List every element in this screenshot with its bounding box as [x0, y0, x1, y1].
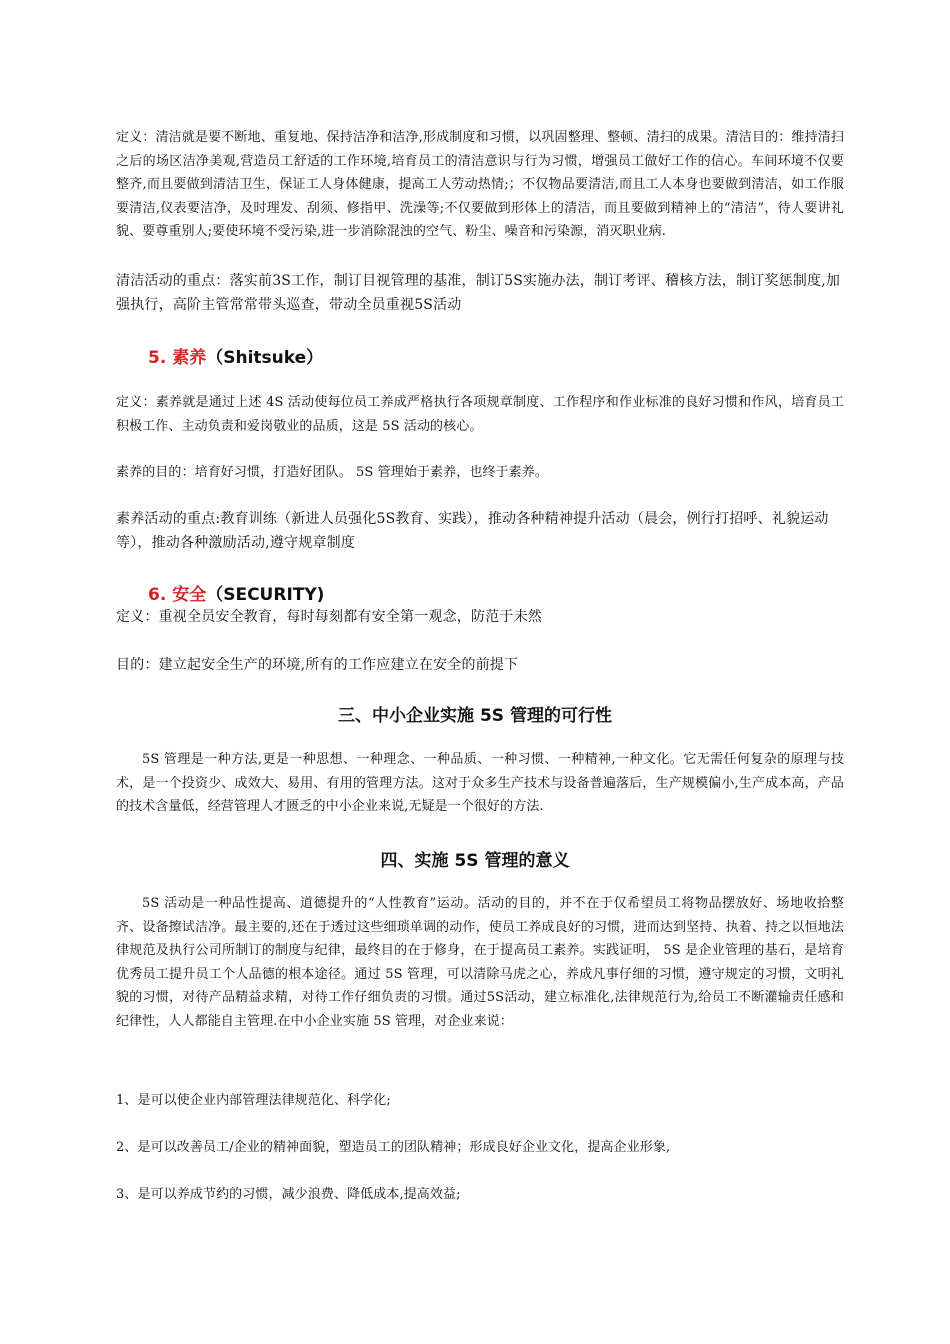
paragraph-security-goal: 目的：建立起安全生产的环境,所有的工作应建立在安全的前提下 — [116, 657, 519, 673]
section-number: 6. — [148, 585, 167, 605]
list-item: 1、是可以使企业内部管理法律规范化、科学化; — [116, 1093, 391, 1108]
chapter-heading-feasibility: 三、中小企业实施 5S 管理的可行性 — [338, 706, 612, 726]
section-title: 安全 — [172, 585, 207, 605]
list-item: 2、是可以改善员工/企业的精神面貌，塑造员工的团队精神；形成良好企业文化，提高企业形象, — [116, 1140, 671, 1155]
section-heading-6-security — [148, 580, 324, 605]
section-title: 素养 — [172, 348, 207, 368]
paragraph-shitsuke-focus: 素养活动的重点:教育训练（新进人员强化5S教育、实践），推动各种精神提升活动（晨会，例行打招呼、礼貌运动等），推动各种激励活动,遵守规章制度 — [116, 511, 829, 551]
section-subtitle: （Shitsuke） — [206, 348, 324, 368]
section-subtitle: （SECURITY) — [206, 585, 325, 605]
paragraph-security-definition: 定义：重视全员安全教育，每时每刻都有安全第一观念，防范于未然 — [116, 609, 542, 625]
paragraph-cleanliness-definition: 定义：清洁就是要不断地、重复地、保持洁净和洁净,形成制度和习惯，以巩固整理、整顿、清扫的成果。清洁目的：维持清扫之后的场区洁净美观,营造员工舒适的工作环境,培育员工的清洁意识与行为习惯，增强员工做好工作的信心。车间环境不仅要整齐,而且要做到清洁卫生，保证工人身体健康，提高工人劳动热情;；不仅物品要清洁,而且工人本身也要做到清洁，如工作服要清洁,仪表要洁净，及时理发、刮须、修指甲、洗澡等;不仅要做到形体上的清洁，而且要做到精神上的“清洁”，待人要讲礼貌、要尊重别人;要使环境不受污染,进一步消除混浊的空气、粉尘、噪音和污染源，消灭职业病. — [116, 130, 844, 239]
chapter-heading-significance: 四、实施 5S 管理的意义 — [380, 851, 570, 871]
section-heading-5-shitsuke — [148, 343, 323, 368]
list-item: 3、是可以养成节约的习惯，减少浪费、降低成本,提高效益; — [116, 1187, 461, 1202]
paragraph-significance: 5S 活动是一种品性提高、道德提升的“人性教育”运动。活动的目的，并不在于仅希望员工将物品摆放好、场地收拾整齐、设备擦试洁净。最主要的,还在于透过这些细琐单调的动作，使员工养成良好的习惯，进而达到坚持、执着、持之以恒地法律规范及执行公司所制订的制度与纪律，最终目的在于修身，在于提高员工素养。实践证明， 5S 是企业管理的基石，是培育优秀员工提升员工个人品德的根本途径。通过 5S 管理，可以清除马虎之心，养成凡事仔细的习惯，遵守规定的习惯，文明礼貌的习惯，对待产品精益求精，对待工作仔细负责的习惯。通过5S活动，建立标准化,法律规范行为,给员工不断灌输责任感和纪律性，人人都能自主管理.在中小企业实施 5S 管理，对企业来说： — [116, 896, 844, 1029]
paragraph-shitsuke-goal: 素养的目的：培育好习惯，打造好团队。 5S 管理始于素养，也终于素养。 — [116, 465, 548, 480]
section-number: 5. — [148, 348, 167, 368]
paragraph-feasibility: 5S 管理是一种方法,更是一种思想、一种理念、一种品质、一种习惯、一种精神,一种文化。它无需任何复杂的原理与技术，是一个投资少、成效大、易用、有用的管理方法。这对于众多生产技术与设备普遍落后，生产规模偏小,生产成本高，产品的技术含量低，经营管理人才匮乏的中小企业来说,无疑是一个很好的方法. — [116, 752, 844, 814]
paragraph-cleanliness-focus: 清洁活动的重点：落实前3S工作，制订目视管理的基准，制订5S实施办法，制订考评、稽核方法，制订奖惩制度,加强执行，高阶主管常常带头巡查，带动全员重视5S活动 — [116, 273, 841, 313]
paragraph-shitsuke-definition: 定义：素养就是通过上述 4S 活动使每位员工养成严格执行各项规章制度、工作程序和作业标准的良好习惯和作风，培育员工积极工作、主动负责和爱岗敬业的品质，这是 5S 活动的核心。 — [116, 395, 844, 434]
